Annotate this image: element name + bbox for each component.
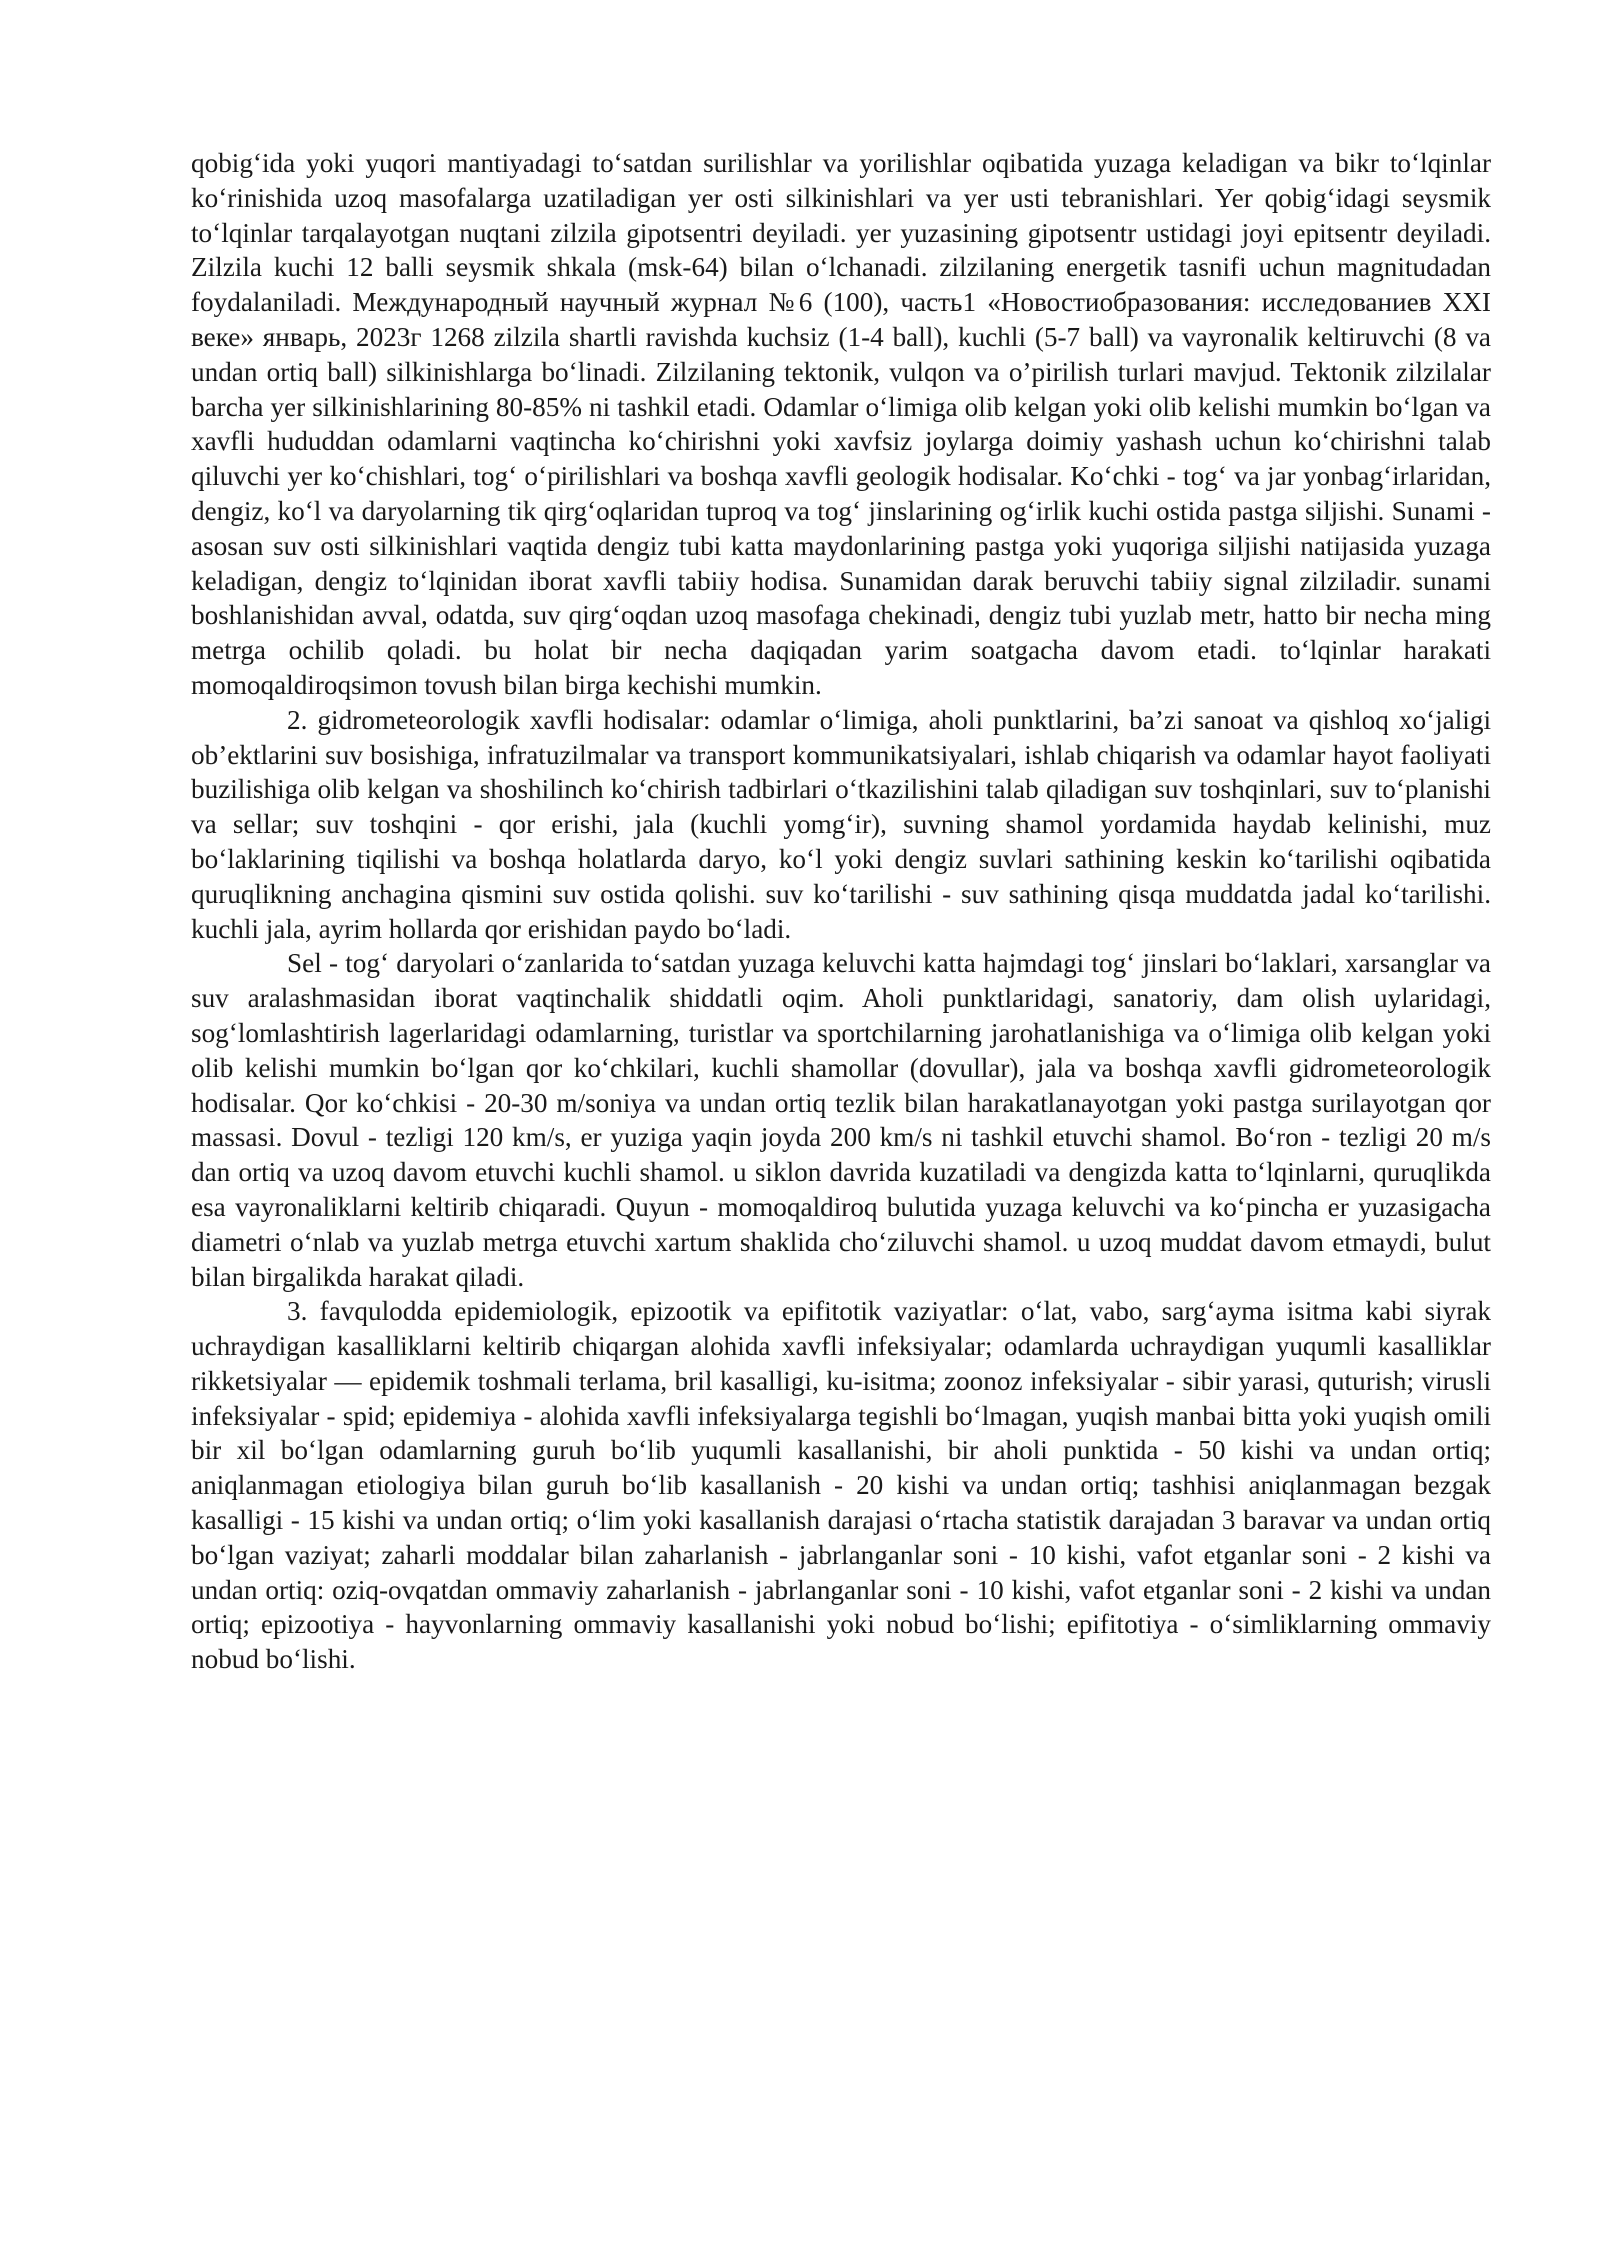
paragraph-hydrometeorological-hazards: 2. gidrometeorologik xavfli hodisalar: odamlar o‘limiga, aholi punktlarini, ba’zi sanoat va qishloq xo‘jaligi ob’ektlarini suv bosishiga, infratuzilmalar va transport kommunikatsiyalari, ishlab chiqarish va odamlar hayot faoliyati buzilishiga olib kelgan va shoshilinch ko‘chirish tadbirlari o‘tkazilishini talab qiladigan suv toshqinlari, suv to‘planishi va sellar; suv toshqini - qor erishi, jala (kuchli yomg‘ir), suvning shamol yordamida haydab kelinishi, muz bo‘laklarining tiqilishi va boshqa holatlarda daryo, ko‘l yoki dengiz suvlari sathining keskin ko‘tarilishi oqibatida quruqlikning anchagina qismini suv ostida qolishi. suv ko‘tarilishi - suv sathining qisqa muddatda jadal ko‘tarilishi. kuchli jala, ayrim hollarda qor erishidan paydo bo‘ladi.	[191, 704, 1491, 944]
document-page	[191, 146, 1491, 1677]
paragraph-mudflow-and-wind: Sel - tog‘ daryolari o‘zanlarida to‘satdan yuzaga keluvchi katta hajmdagi tog‘ jinslari bo‘laklari, xarsanglar va suv aralashmasidan iborat vaqtinchalik shiddatli oqim. Aholi punktlaridagi, sanatoriy, dam olish uylaridagi, sog‘lomlashtirish lagerlaridagi odamlarning, turistlar va sportchilarning jarohatlanishiga va o‘limiga olib kelgan yoki olib kelishi mumkin bo‘lgan qor ko‘chkilari, kuchli shamollar (dovullar), jala va boshqa xavfli gidrometeorologik hodisalar. Qor ko‘chkisi - 20-30 m/soniya va undan ortiq tezlik bilan harakatlanayotgan yoki pastga surilayotgan qor massasi. Dovul - tezligi 120 km/s, er yuziga yaqin joyda 200 km/s ni tashkil etuvchi shamol. Bo‘ron - tezligi 20 m/s dan ortiq va uzoq davom etuvchi kuchli shamol. u siklon davrida kuzatiladi va dengizda katta to‘lqinlarni, quruqlikda esa vayronaliklarni keltirib chiqaradi. Quyun - momoqaldiroq bulutida yuzaga keluvchi va ko‘pincha er yuzasigacha diametri o‘nlab va yuzlab metrga etuvchi xartum shaklida cho‘ziluvchi shamol. u uzoq muddat davom etmaydi, bulut bilan birgalikda harakat qiladi.	[191, 948, 1491, 1292]
paragraph-geologic-hazards: qobig‘ida yoki yuqori mantiyadagi to‘satdan surilishlar va yorilishlar oqibatida yuzaga keladigan va bikr to‘lqinlar ko‘rinishida uzoq masofalarga uzatiladigan yer osti silkinishlari va yer usti tebranishlari. Yer qobig‘idagi seysmik to‘lqinlar tarqalayotgan nuqtani zilzila gipotsentri deyiladi. yer yuzasining gipotsentr ustidagi joyi epitsentr deyiladi. Zilzila kuchi 12 balli seysmik shkala (msk-64) bilan o‘lchanadi. zilzilaning energetik tasnifi uchun magnitudadan foydalaniladi. Международный научный журнал №6 (100), часть1 «Новостиобразования: исследованиев XXI веке» январь, 2023г 1268 zilzila shartli ravishda kuchsiz (1-4 ball), kuchli (5-7 ball) va vayronalik keltiruvchi (8 va undan ortiq ball) silkinishlarga bo‘linadi. Zilzilaning tektonik, vulqon va o’pirilish turlari mavjud. Tektonik zilzilalar barcha yer silkinishlarining 80-85% ni tashkil etadi. Odamlar o‘limiga olib kelgan yoki olib kelishi mumkin bo‘lgan va xavfli hududdan odamlarni vaqtincha ko‘chirishni yoki xavfsiz joylarga doimiy yashash uchun ko‘chirishni talab qiluvchi yer ko‘chishlari, tog‘ o‘pirilishlari va boshqa xavfli geologik hodisalar. Ko‘chki - tog‘ va jar yonbag‘irlaridan, dengiz, ko‘l va daryolarning tik qirg‘oqlaridan tuproq va tog‘ jinslarining og‘irlik kuchi ostida pastga siljishi. Sunami - asosan suv osti silkinishlari vaqtida dengiz tubi katta maydonlarining pastga yoki yuqoriga siljishi natijasida yuzaga keladigan, dengiz to‘lqinidan iborat xavfli tabiiy hodisa. Sunamidan darak beruvchi tabiiy signal zilziladir. sunami boshlanishidan avval, odatda, suv qirg‘oqdan uzoq masofaga chekinadi, dengiz tubi yuzlab metr, hatto bir necha ming metrga ochilib qoladi. bu holat bir necha daqiqadan yarim soatgacha davom etadi. to‘lqinlar harakati momoqaldiroqsimon tovush bilan birga kechishi mumkin.	[191, 148, 1491, 700]
paragraph-epidemiological-situations: 3. favqulodda epidemiologik, epizootik va epifitotik vaziyatlar: o‘lat, vabo, sarg‘ayma isitma kabi siyrak uchraydigan kasalliklarni keltirib chiqargan alohida xavfli infeksiyalar; odamlarda uchraydigan yuqumli kasalliklar rikketsiyalar — epidemik toshmali terlama, bril kasalligi, ku-isitma; zoonoz infeksiyalar - sibir yarasi, quturish; virusli infeksiyalar - spid; epidemiya - alohida xavfli infeksiyalarga tegishli bo‘lmagan, yuqish manbai bitta yoki yuqish omili bir xil bo‘lgan odamlarning guruh bo‘lib yuqumli kasallanishi, bir aholi punktida - 50 kishi va undan ortiq; aniqlanmagan etiologiya bilan guruh bo‘lib kasallanish - 20 kishi va undan ortiq; tashhisi aniqlanmagan bezgak kasalligi - 15 kishi va undan ortiq; o‘lim yoki kasallanish darajasi o‘rtacha statistik darajadan 3 baravar va undan ortiq bo‘lgan vaziyat; zaharli moddalar bilan zaharlanish - jabrlanganlar soni - 10 kishi, vafot etganlar soni - 2 kishi va undan ortiq: oziq-ovqatdan ommaviy zaharlanish - jabrlanganlar soni - 10 kishi, vafot etganlar soni - 2 kishi va undan ortiq; epizootiya - hayvonlarning ommaviy kasallanishi yoki nobud bo‘lishi; epifitotiya - o‘simliklarning ommaviy nobud bo‘lishi.	[191, 1296, 1491, 1675]
